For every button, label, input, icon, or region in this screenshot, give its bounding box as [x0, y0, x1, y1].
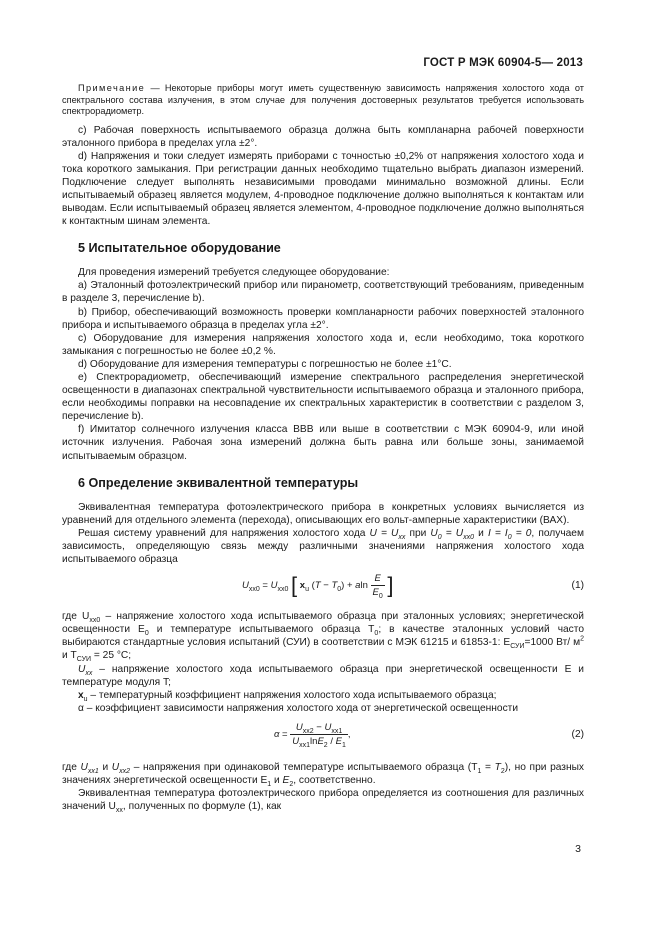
note-lead: Примечание	[78, 83, 146, 93]
paragraph-d: d) Напряжения и токи следует измерять приборами с точностью ±0,2% от напряжения холостого хода и тока короткого замыкания. При регистрации данных необходимо тщательно выбрать диапазон измерений. Подключение следует выполнять независимыми проводами минимально возможной длины. Если испытываемый образец является модулем, 4-проводное подключение должно выполняться к контактам или выводам. Если испытываемый образец является элементом, 4-проводное подключение должно выполняться к контактным шинам элемента.	[62, 150, 584, 228]
section-5-item-e: e) Спектрорадиометр, обеспечивающий измерение спектрального распределения энергетической освещенности в диапазонах спектральной чувствительности испытываемого образца и эталонного прибора, если необходимы поправки на несовпадение их спектральных характеристик в соответствии с разделом 3, перечисление b).	[62, 372, 584, 423]
section-5-item-d: d) Оборудование для измерения температуры с погрешностью не более ±1°C.	[78, 358, 452, 370]
section-5-item-b: b) Прибор, обеспечивающий возможность проверки компланарности рабочих поверхностей эталонного прибора и испытываемого образца в пределах угла ±2°.	[62, 306, 584, 331]
section-6-paragraph-1: Эквивалентная температура фотоэлектрического прибора в конкретных условиях вычисляется из уравнений для отдельного элемента (перехода), описывающих его вольт-амперные характеристики (ВАХ).	[62, 501, 584, 526]
final-paragraph: Эквивалентная температура фотоэлектрического прибора определяется из соотношения для различных значений $U_{xx}$, полученных по формуле (1), как	[62, 788, 584, 815]
equation-1	[62, 570, 584, 604]
where-paragraph-1: где $U_{xx0}$ – напряжение холостого хода испытываемого образца при эталонных условиях; энергетической освещенности $E_0$ и температуре испытываемого образца $T_0$; в качестве эталонных условий часто выбираются стандартные условия испытаний (СУИ) в соответствии с МЭК 61215 и 61853-1: $E_{СУИ}=1000$ Вт/ $м^2$ и $T_{СУИ} = 25$ °C;	[62, 611, 584, 664]
section-5-item-f: f) Имитатор солнечного излучения класса BBB или выше в соответствии с МЭК 60904-9, или иной источник излучения. Рабочая зона измерений должна быть равна или больше зоны, занимаемой испытываемым образцом.	[62, 424, 584, 462]
xu-definition: $x_u$ – температурный коэффициент напряжения холостого хода испытываемого образца;	[78, 689, 497, 703]
uxx-definition: $U_{xx}$ – напряжение холостого хода испытываемого образца при энергетической освещенности E и температуре модуля T;	[62, 663, 584, 688]
equation-1-body: $U_{xx0} = U_{xx0}$ [ $x_u$ $(T - T_0) + aln$ $\frac{E}{E_0}$ ]	[242, 572, 394, 601]
section-6-paragraph-2: Решая систему уравнений для напряжения холостого хода $U = U_{xx}$ при $U_0 = U_{xx0}$ и $I = I_0 = 0$, получаем зависимость, определяющую связь между различными значениями напряжения холостого хода испытываемого образца	[62, 527, 584, 566]
note-paragraph	[62, 83, 584, 118]
page-number: 3	[575, 843, 581, 855]
section-5-item-c: c) Оборудование для измерения напряжения холостого хода и, если необходимо, тока короткого замыкания с погрешностью не более ±0,2 %.	[62, 332, 584, 357]
equation-1-number: (1)	[571, 580, 584, 592]
equation-2-number: (2)	[571, 728, 584, 740]
section-5-intro: Для проведения измерений требуется следующее оборудование:	[78, 267, 390, 279]
section-5-item-a: a) Эталонный фотоэлектрический прибор или пиранометр, соответствующий требованиям, приведенным в разделе 3, перечисление b).	[62, 280, 584, 305]
equation-2-body: α = $\frac{U_{xx2} - U_{xx1}}{U_{xx1}\ln E_2 / E_1}$ ,	[274, 721, 351, 749]
standard-header: ГОСТ Р МЭК 60904-5— 2013	[423, 57, 583, 69]
page-content	[62, 83, 584, 813]
note-text: — Некоторые приборы могут иметь существенную зависимость напряжения холостого хода от спектрального состава излучения, в этом случае для получения достоверных результатов требуется использовать спектрорадиометр.	[62, 83, 584, 116]
equation-2	[62, 719, 584, 755]
where-paragraph-2: где $U_{xx1}$ и $U_{xx2}$ – напряжения при одинаковой температуре испытываемого образца $(T_1 = T_2)$, но при разных значениях энергетической освещенности $E_1$ и $E_2$, соответственно.	[62, 761, 585, 788]
section-5-title: 5 Испытательное оборудование	[78, 241, 281, 256]
alpha-definition: α – коэффициент зависимости напряжения холостого хода от энергетической освещенности	[78, 702, 519, 714]
paragraph-c: c) Рабочая поверхность испытываемого образца должна быть компланарна рабочей поверхности эталонного прибора в пределах угла ±2°.	[62, 124, 584, 149]
section-6-title: 6 Определение эквивалентной температуры	[78, 475, 359, 490]
